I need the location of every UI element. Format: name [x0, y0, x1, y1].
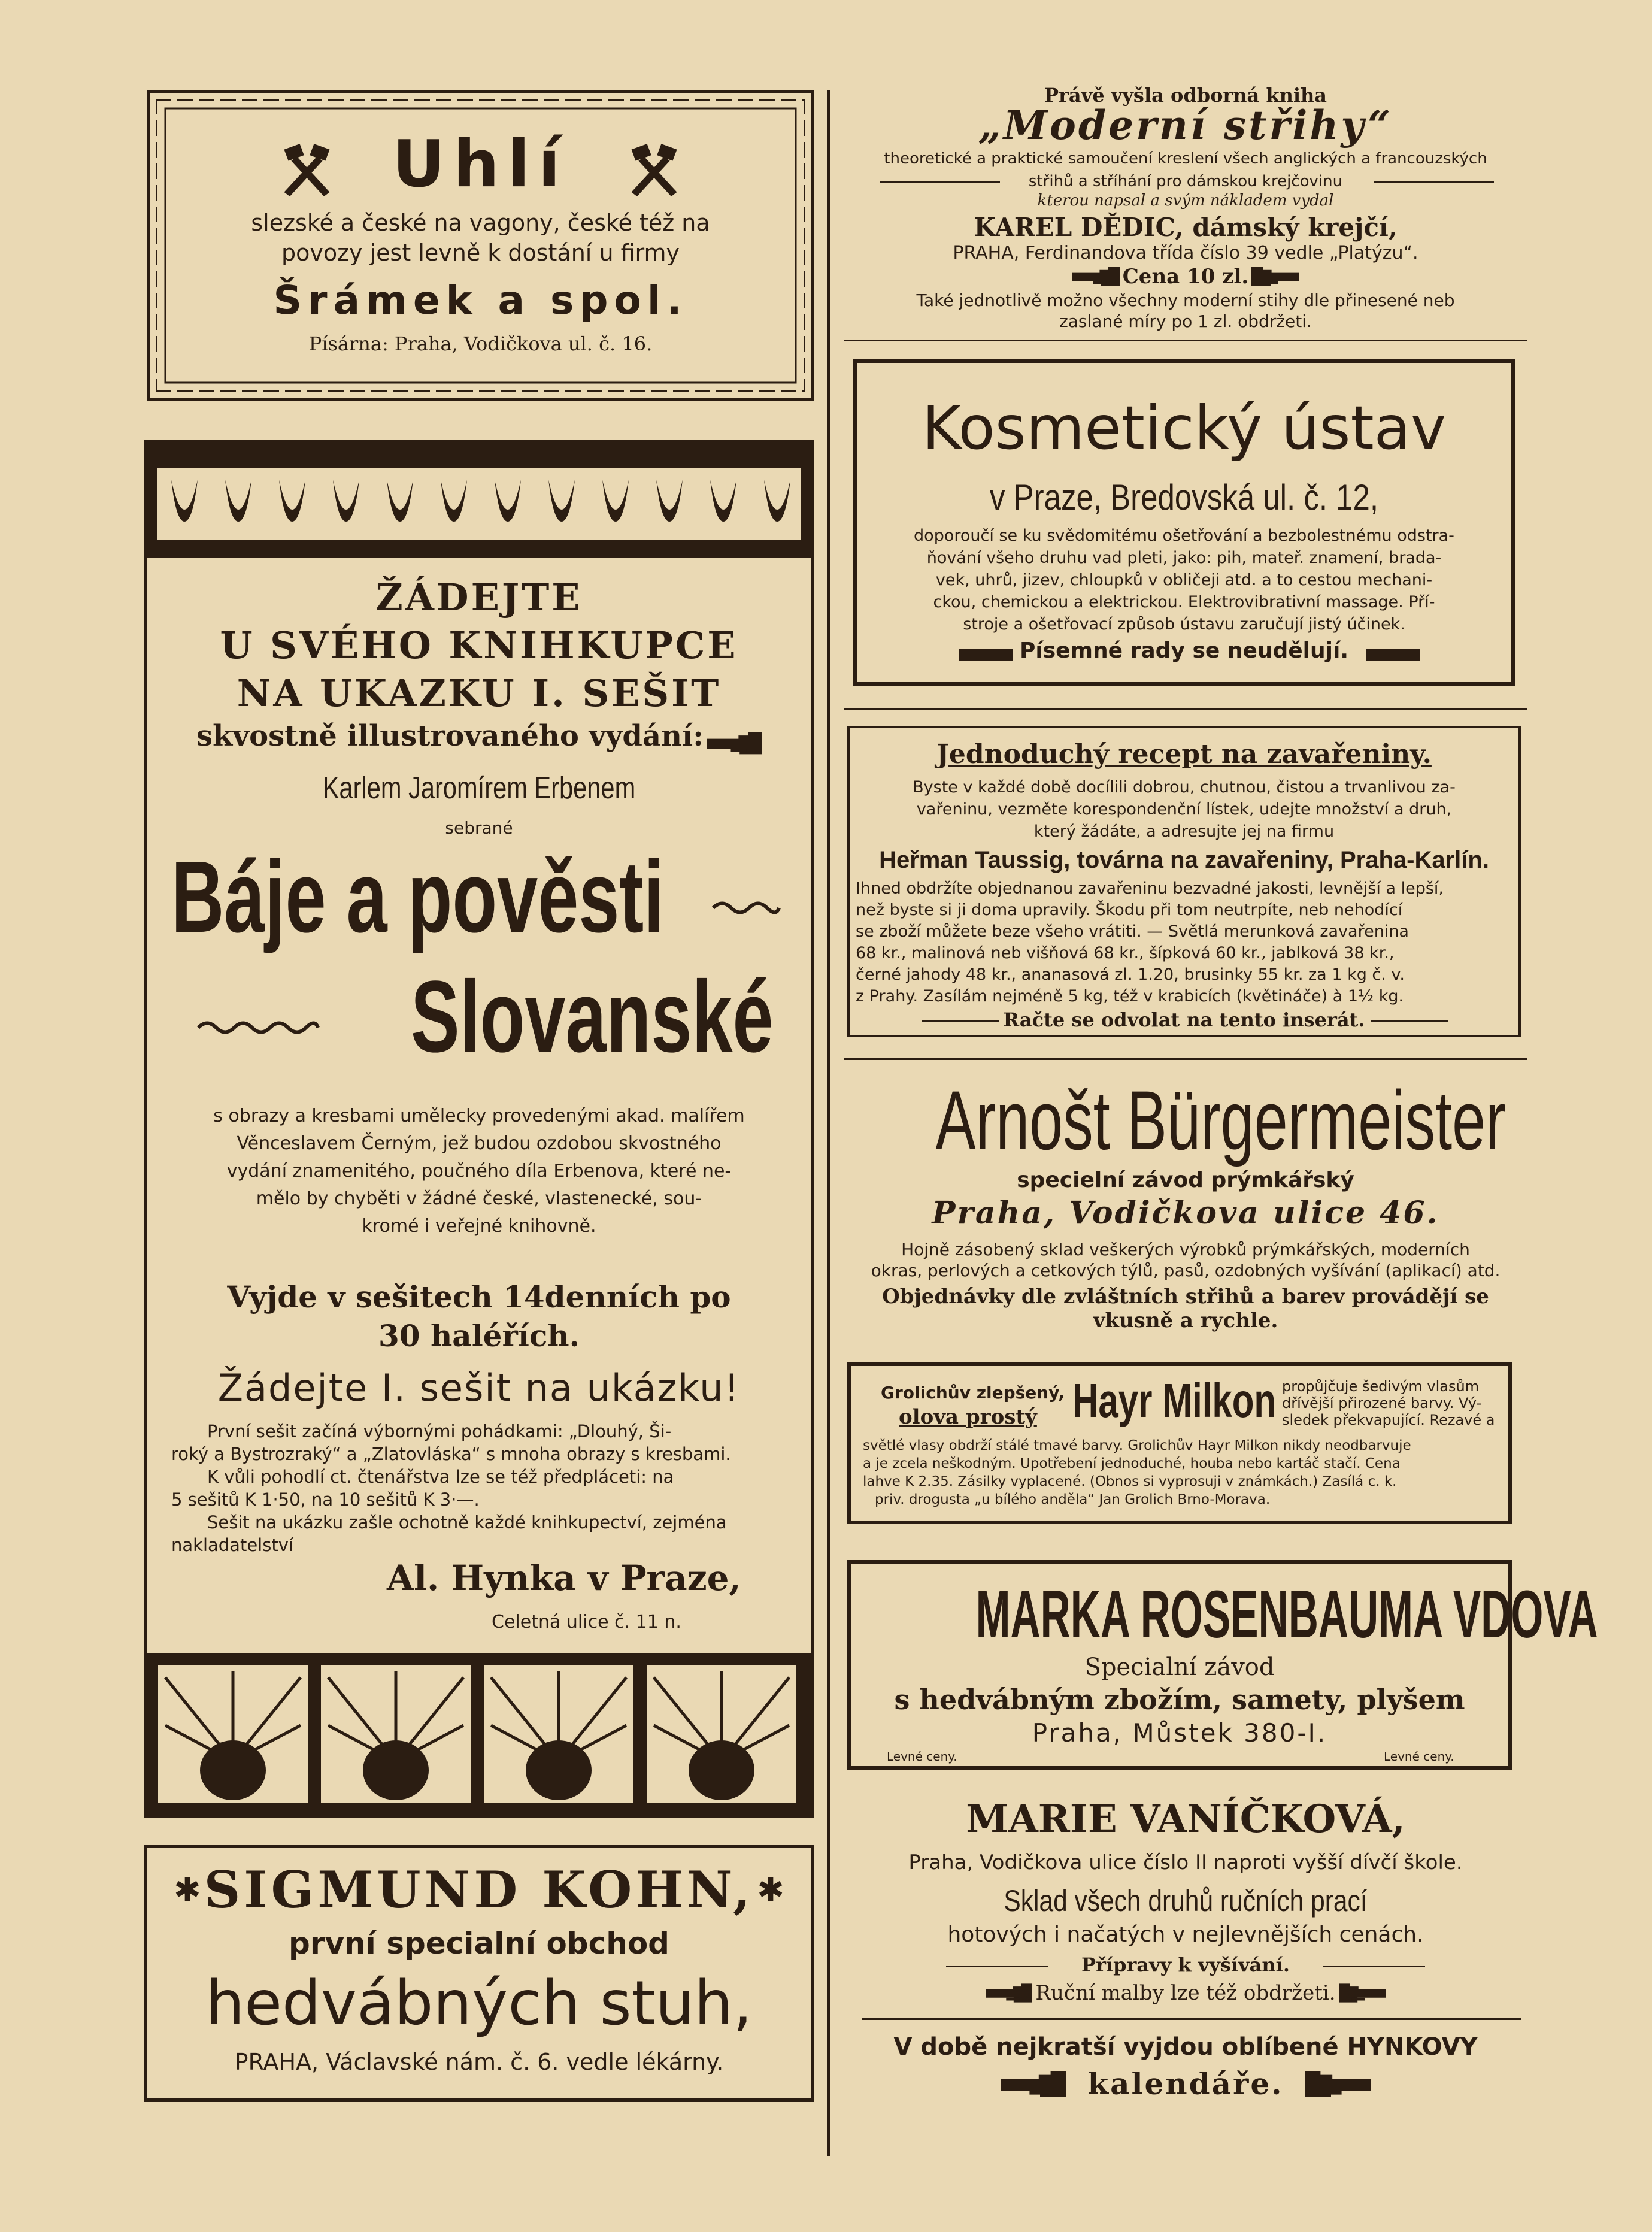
burger-line-6: vkusně a rychle. — [1093, 1309, 1278, 1332]
pinecone-border — [147, 1653, 811, 1814]
milkon-right-1: propůjčuje šedivým vlasům — [1282, 1378, 1480, 1395]
pointing-hand-icon — [707, 732, 762, 755]
erben-p5: Sešit na ukázku zašle ochotně každé knihkupectví, zejména — [207, 1512, 727, 1533]
erben-p2: roký a Bystrozraký“ a „Zlatovláska“ s mnoha obrazy s kresbami. — [171, 1444, 731, 1464]
star-icon: ✱ — [757, 1871, 784, 1909]
strihy-title: „Moderní střihy“ — [978, 102, 1393, 149]
strihy-address: PRAHA, Ferdinandova třída číslo 39 vedle „Platýzu“. — [953, 243, 1418, 264]
divider — [844, 340, 1527, 341]
column-divider — [827, 90, 830, 2156]
vanick-name: MARIE VANÍČKOVÁ, — [966, 1797, 1405, 1842]
erben-p4: 5 sešitů K 1·50, na 10 sešitů K 3·—. — [171, 1489, 480, 1510]
strihy-line-2: theoretické a praktické samoučení kreslení všech anglických a francouzských — [884, 150, 1487, 168]
kosmet-title: Kosmetický ústav — [922, 393, 1447, 463]
erben-d3: vydání znamenitého, poučného díla Erbenova, které ne- — [226, 1161, 732, 1182]
burger-line-4: okras, perlových a cetkových týlů, pasů, ozdobných vyšívání (aplikací) atd. — [871, 1261, 1501, 1280]
vanick-ad — [838, 1797, 1533, 2024]
divider — [1371, 1020, 1448, 1022]
black-bar — [1366, 649, 1420, 661]
vanick-line-3: hotových i načatých v nejlevnějších cenách. — [947, 1922, 1424, 1947]
erben-s1: Vyjde v sešitech 14denních po — [227, 1279, 731, 1315]
erben-paragraph — [171, 1420, 794, 1556]
milkon-line-2: a je zcela neškodným. Upotřebení jednoduché, houba nebo kartáč stačí. Cena — [863, 1456, 1401, 1471]
rosen-left: Levné ceny. — [887, 1749, 957, 1764]
strihy-name: KAREL DĚDIC, dámský krejčí, — [974, 213, 1398, 242]
milkon-right-2: dřívější přirozené barvy. Vý- — [1282, 1395, 1482, 1412]
burger-name: Arnošt Bürgermeister — [935, 1073, 1506, 1167]
erben-title-2: Slovanské — [411, 960, 774, 1074]
milkon-left-1: Grolichův zlepšený, — [881, 1383, 1065, 1403]
kohn-ad — [144, 1845, 814, 2102]
coal-line-1: slezské a české na vagony, české též na — [251, 210, 710, 236]
divider — [1323, 1966, 1425, 1967]
rosen-line-3: Praha, Můstek 380-I. — [1032, 1718, 1327, 1748]
vanick-line-4: Přípravy k vyšívání. — [1081, 1954, 1290, 1976]
kosmet-ad — [853, 359, 1515, 686]
pointing-hand-icon — [1072, 267, 1120, 286]
divider — [844, 1058, 1527, 1060]
recept-line-9: z Prahy. Zasílám nejméně 5 kg, též v krabicích (květináče) à 1½ kg. — [856, 987, 1404, 1006]
erben-s2: 30 haléřích. — [378, 1318, 580, 1353]
pointing-hand-icon — [1251, 267, 1299, 286]
kohn-line-1: první specialní obchod — [289, 1926, 669, 1961]
recept-ad — [847, 726, 1521, 1037]
erben-publisher: Al. Hynka v Praze, — [387, 1558, 741, 1598]
erben-collected: sebrané — [445, 818, 513, 838]
erben-p3: K vůli pohodlí ct. čtenářstva lze se též předpláceti: na — [207, 1467, 674, 1487]
kosmet-line-1: doporoučí se ku svědomitému ošetřování a bezbolestnému odstra- — [914, 526, 1454, 545]
burger-line-1: specielní závod prýmkářský — [1017, 1168, 1354, 1192]
strihy-line-6: zaslané míry po 1 zl. obdržeti. — [1059, 311, 1312, 331]
tulip-border — [147, 444, 811, 558]
erben-h2: U SVÉHO KNIHKUPCE — [220, 623, 738, 667]
recept-title: Jednoduchý recept na zavařeniny. — [936, 739, 1432, 770]
burger-ad — [838, 1072, 1533, 1347]
burger-line-3: Hojně zásobený sklad veškerých výrobků prýmkářských, moderních — [901, 1240, 1470, 1259]
kosmet-line-6: Písemné rady se neudělují. — [1019, 638, 1349, 663]
rosen-ad — [847, 1560, 1598, 1770]
milkon-ad — [847, 1362, 1512, 1524]
kosmet-line-3: vek, uhrů, jizev, chloupků v obličeji atd. a to cestou mechani- — [935, 571, 1433, 589]
recept-line-10: Račte se odvolat na tento inserát. — [1003, 1009, 1365, 1031]
erben-s3: Žádejte I. sešit na ukázku! — [217, 1366, 741, 1410]
erben-ad — [144, 440, 814, 1818]
strihy-line-1: Právě vyšla odborná kniha — [1044, 84, 1327, 107]
erben-d4: mělo by chyběti v žádné české, vlastenecké, sou- — [256, 1188, 702, 1209]
erben-description — [159, 1103, 799, 1240]
coal-title: Uhlí — [392, 127, 569, 202]
strihy-line-4: kterou napsal a svým nákladem vydal — [1037, 192, 1334, 210]
erben-publisher-address: Celetná ulice č. 11 n. — [492, 1612, 681, 1633]
coal-firm: Šrámek a spol. — [273, 277, 688, 323]
burger-line-2: Praha, Vodičkova ulice 46. — [932, 1195, 1439, 1231]
erben-p6: nakladatelství — [171, 1535, 293, 1555]
erben-d1: s obrazy a kresbami umělecky provedenými akad. malířem — [213, 1106, 745, 1126]
coal-ad — [144, 87, 817, 404]
erben-p1: První sešit začíná výbornými pohádkami: „Dlouhý, Ši- — [207, 1421, 672, 1441]
recept-line-8: černé jahody 48 kr., ananasová zl. 1.20, brusinky 55 kr. za 1 kg č. v. — [856, 965, 1405, 984]
coal-address: Písárna: Praha, Vodičkova ul. č. 16. — [308, 332, 653, 355]
recept-line-7: 68 kr., malinová neb višňová 68 kr., šípková 60 kr., jablková 38 kr., — [856, 944, 1395, 962]
vanick-line-5: Ruční malby lze též obdržeti. — [1035, 1981, 1336, 2005]
rosen-line-1: Specialní závod — [1084, 1653, 1275, 1681]
kohn-line-2: hedvábných stuh, — [205, 1968, 753, 2039]
divider — [1374, 181, 1494, 183]
kohn-name: SIGMUND KOHN, — [204, 1860, 754, 1919]
recept-line-3: který žádáte, a adresujte jej na firmu — [1033, 822, 1335, 841]
strihy-ad — [844, 84, 1527, 335]
strihy-price: Cena 10 zl. — [1122, 265, 1249, 289]
milkon-line-3: lahve K 2.35. Zásilky vyplacené. (Obnos si vyprosuji v známkách.) Zasílá c. k. — [863, 1474, 1397, 1489]
burger-line-5: Objednávky dle zvláštních střihů a barev provádějí se — [882, 1285, 1489, 1309]
erben-title-1: Báje a pověsti — [171, 840, 665, 954]
pointing-hand-icon — [1001, 2071, 1066, 2097]
milkon-left-2: olova prostý — [899, 1405, 1037, 1429]
pointing-hand-icon — [1305, 2071, 1371, 2097]
milkon-brand: Hayr Milkon — [1072, 1374, 1277, 1427]
erben-h4: skvostně illustrovaného vydání: — [196, 719, 704, 753]
vanick-line-2: Sklad všech druhů ručních prací — [1004, 1884, 1368, 1918]
erben-d5: kromé i veřejné knihovně. — [362, 1216, 596, 1237]
divider — [862, 2018, 1521, 2020]
rosen-right: Levné ceny. — [1384, 1749, 1454, 1764]
hynek-line-1: V době nejkratší vyjdou oblíbené HYNKOVY — [893, 2033, 1478, 2061]
kosmet-line-4: ckou, chemickou a elektrickou. Elektrovibrativní massage. Pří- — [933, 593, 1435, 611]
recept-line-2: vařeninu, vezměte korespondenční lístek, udejte množství a druh, — [916, 800, 1452, 819]
flourish-icon — [195, 1019, 321, 1037]
hynek-ad — [838, 2033, 1533, 2123]
recept-line-1: Byste v každé době docílili dobrou, chutnou, čistou a trvanlivou za- — [913, 778, 1456, 797]
vanick-line-1: Praha, Vodičkova ulice číslo II naproti vyšší dívčí škole. — [908, 1851, 1463, 1874]
kosmet-line-5: stroje a ošetřovací způsob ústavu zaručují jistý účinek. — [963, 615, 1405, 634]
hynek-line-2: kalendáře. — [1087, 2066, 1284, 2101]
recept-firm: Heřman Taussig, továrna na zavařeniny, Praha-Karlín. — [879, 847, 1489, 873]
milkon-line-4: priv. drogusta „u bílého anděla“ Jan Grolich Brno-Morava. — [875, 1492, 1271, 1507]
recept-line-4: Ihned obdržíte objednanou zavařeninu bezvadné jakosti, levnější a lepší, — [856, 879, 1444, 898]
pointing-hand-icon — [986, 1983, 1032, 2003]
star-icon: ✱ — [174, 1871, 201, 1909]
rosen-line-2: s hedvábným zbožím, samety, plyšem — [894, 1683, 1465, 1716]
milkon-right-3: sledek překvapující. Rezavé a — [1282, 1412, 1495, 1428]
flourish-icon — [710, 899, 782, 917]
hammers-icon — [626, 140, 683, 196]
kohn-line-3: PRAHA, Václavské nám. č. 6. vedle lékárny. — [234, 2049, 724, 2075]
erben-d2: Věnceslavem Černým, jež budou ozdobou skvostného — [237, 1133, 722, 1154]
recept-line-5: než byste si ji doma upravily. Škodu při tom neutrpíte, neb nehodící — [856, 901, 1403, 919]
divider — [844, 708, 1527, 710]
coal-line-2: povozy jest levně k dostání u firmy — [281, 240, 680, 266]
erben-h3: NA UKAZKU I. SEŠIT — [237, 671, 722, 715]
rosen-name: MARKA ROSENBAUMA VDOVA — [975, 1577, 1598, 1652]
erben-author: Karlem Jaromírem Erbenem — [322, 771, 636, 805]
pointing-hand-icon — [1339, 1983, 1386, 2003]
kosmet-line-2: ňování všeho druhu vad pleti, jako: pih, mateř. znamení, brada- — [926, 549, 1442, 567]
kosmet-address: v Praze, Bredovská ul. č. 12, — [989, 477, 1379, 517]
milkon-line-1: světlé vlasy obdrží stálé tmavé barvy. Grolichův Hayr Milkon nikdy neodbarvuje — [863, 1438, 1411, 1453]
strihy-line-3: střihů a stříhání pro dámskou krejčovinu — [1028, 172, 1343, 190]
recept-line-6: se zboží můžete beze všeho vrátiti. — Světlá merunková zavařenina — [856, 922, 1409, 941]
strihy-line-5: Také jednotlivě možno všechny moderní stihy dle přinesené neb — [916, 290, 1455, 310]
hammers-icon — [278, 140, 335, 196]
erben-h1: ŽÁDEJTE — [375, 576, 583, 619]
